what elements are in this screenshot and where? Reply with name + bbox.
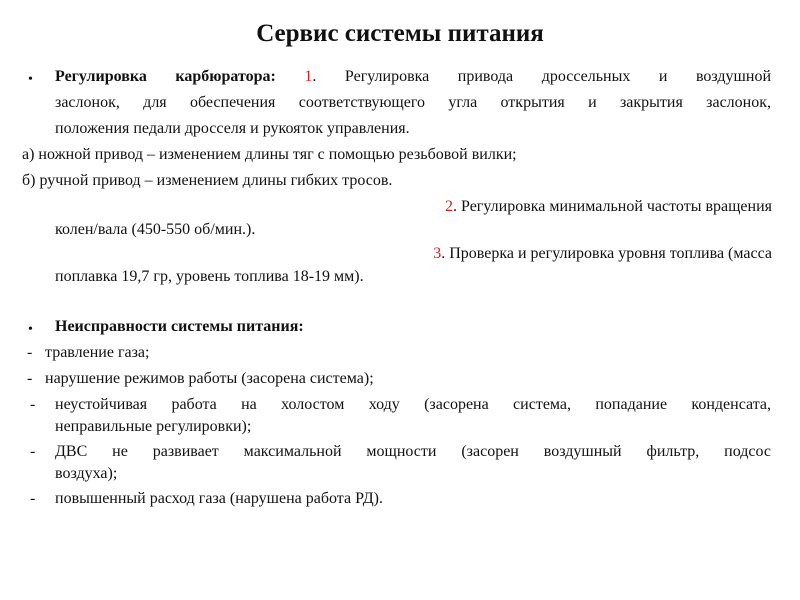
dash-icon: - <box>27 344 33 361</box>
fault-item-2: нарушение режимов работы (засорена система); <box>45 370 374 387</box>
dash-icon: - <box>27 370 33 387</box>
bullet-icon: • <box>28 322 33 337</box>
item-3-line-2: поплавка 19,7 гр, уровень топлива 18-19 мм). <box>55 268 364 285</box>
carburetor-heading: Регулировка карбюратора: <box>55 68 276 85</box>
slide-title: Сервис системы питания <box>256 20 544 47</box>
dash-icon: - <box>30 396 36 413</box>
carburetor-line-2: заслонок, для обеспечения соответствующего угла открытия и закрытия заслонок, <box>55 94 771 111</box>
fault-item-1: травление газа; <box>45 344 150 361</box>
item-number-1: 1 <box>304 68 313 85</box>
item-3-text: . Проверка и регулировка уровня топлива (масса <box>441 245 772 262</box>
item-b: б) ручной привод – изменением длины гибких тросов. <box>22 172 393 189</box>
fault-item-3: неустойчивая работа на холостом ходу (засорена система, попадание конденсата, <box>55 396 771 413</box>
dash-icon: - <box>30 490 36 507</box>
item-2-line-2: колен/вала (450-550 об/мин.). <box>55 221 256 238</box>
item-3-line-1 <box>433 243 772 265</box>
item-number-3: 3 <box>433 245 442 262</box>
item-2-line-1 <box>445 196 772 218</box>
fault-item-4: ДВС не развивает максимальной мощности (засорен воздушный фильтр, подсос <box>55 443 771 460</box>
item-number-2: 2 <box>445 198 454 215</box>
fault-item-3-cont: неправильные регулировки); <box>55 418 252 435</box>
dash-icon: - <box>30 443 36 460</box>
fault-item-5: повышенный расход газа (нарушена работа РД). <box>55 490 383 507</box>
carburetor-line-1 <box>55 66 771 88</box>
item-2-text: . Регулировка минимальной частоты вращения <box>453 198 772 215</box>
carburetor-line-1-text: . Регулировка привода дроссельных и воздушной <box>312 68 772 85</box>
fault-item-4-cont: воздуха); <box>55 465 118 482</box>
bullet-icon: • <box>28 72 33 87</box>
item-a: а) ножной привод – изменением длины тяг с помощью резьбовой вилки; <box>22 146 517 163</box>
faults-heading: Неисправности системы питания: <box>55 318 304 335</box>
carburetor-line-3: положения педали дросселя и рукояток управления. <box>55 120 410 137</box>
